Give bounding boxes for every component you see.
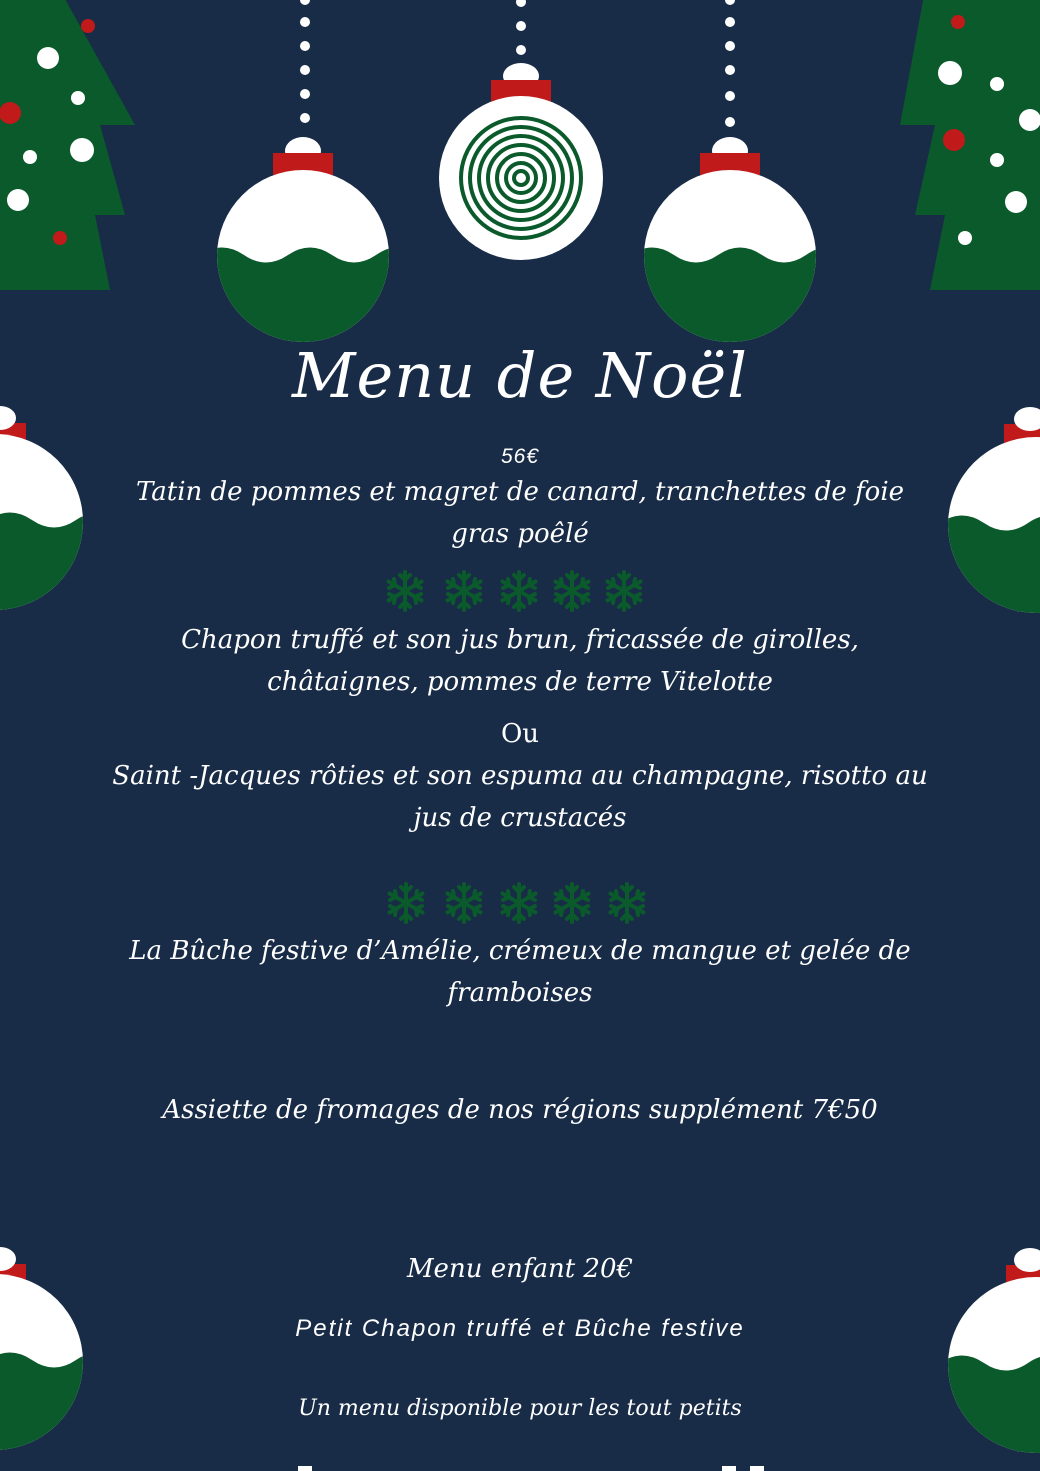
snowflake-icon [448, 572, 481, 610]
ornament-icon [630, 137, 840, 360]
starter-dish: Tatin de pommes et magret de canard, tranchettes de foie gras poêlé [135, 477, 905, 549]
snowflake-icon [503, 572, 536, 610]
kids-menu-detail: Petit Chapon truffé et Bûche festive [295, 1315, 745, 1342]
snowflake-icon [448, 884, 481, 922]
main-dish-2: Saint -Jacques rôties et son espuma au champagne, risotto au jus de crustacés [112, 761, 928, 833]
snowflake-divider [0, 878, 1040, 928]
snowflake-icon [390, 884, 423, 922]
snowflake-icon [611, 884, 644, 922]
snowflake-icon [503, 884, 536, 922]
christmas-tree-icon [900, 0, 1040, 290]
snowflake-divider [0, 566, 1040, 616]
kids-menu-note: Un menu disponible pour les tout petits [298, 1396, 742, 1421]
ornament-icon [439, 63, 603, 260]
christmas-tree-icon [0, 0, 135, 290]
snowflake-icon [556, 884, 589, 922]
ornament-icon [200, 137, 410, 360]
menu-price: 56€ [500, 445, 540, 468]
or-label: Ou [500, 719, 540, 749]
cheese-option: Assiette de fromages de nos régions supplément 7€50 [162, 1095, 878, 1125]
snowflake-icon [389, 572, 422, 610]
main-dish-1: Chapon truffé et son jus brun, fricassée de girolles, châtaignes, pommes de terre Vitelotte [181, 625, 859, 697]
dessert-dish: La Bûche festive d’Amélie, crémeux de mangue et gelée de framboises [129, 936, 911, 1008]
snowflake-icon [556, 572, 589, 610]
page-title: Menu de Noël [292, 339, 748, 412]
kids-menu-title: Menu enfant 20€ [406, 1254, 634, 1284]
snowflake-icon [608, 572, 641, 610]
